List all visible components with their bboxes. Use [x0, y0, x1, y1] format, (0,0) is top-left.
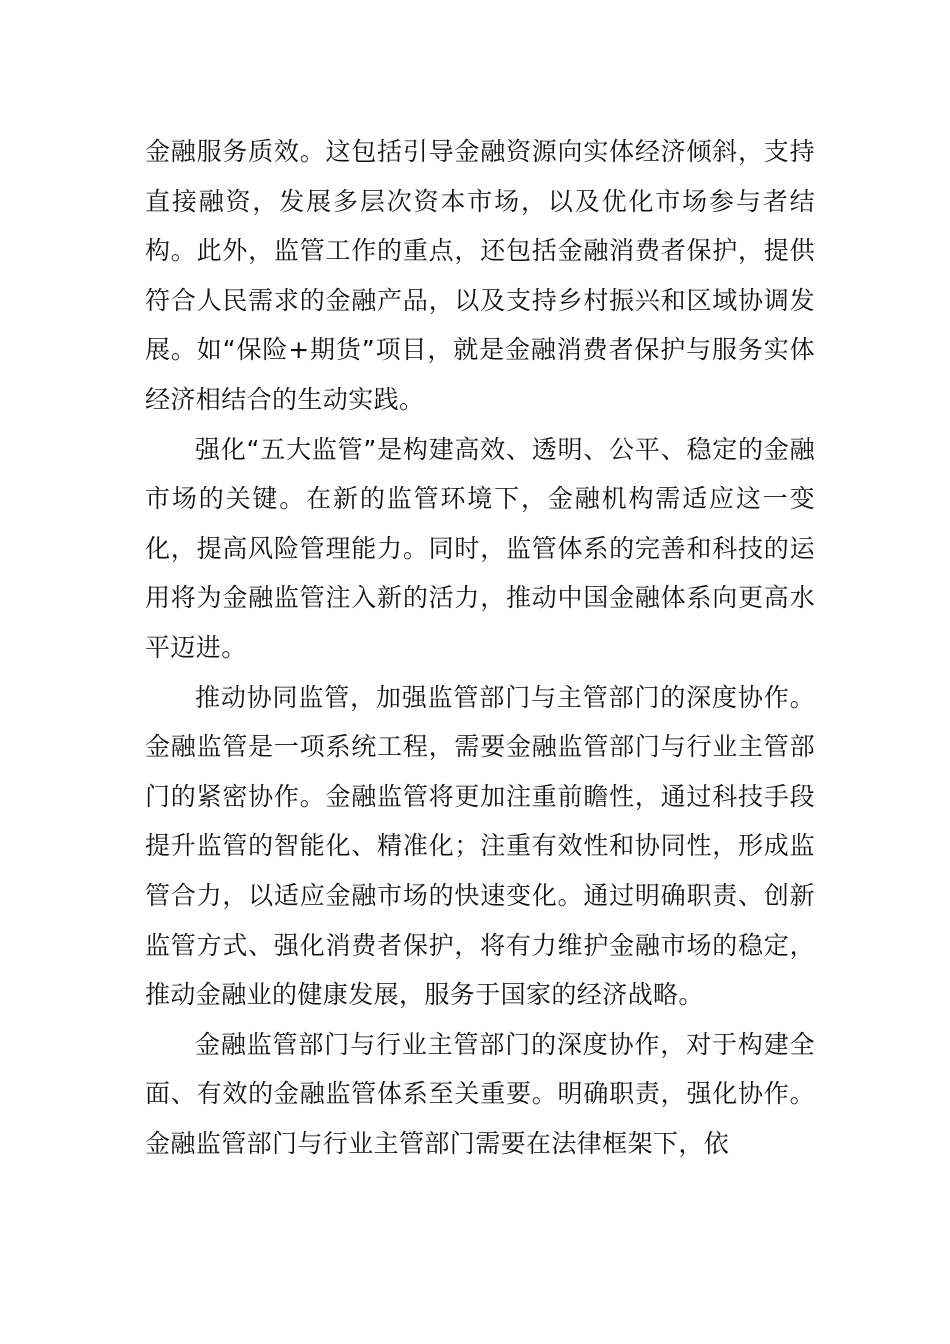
document-body: [145, 127, 815, 1168]
paragraph-4: 金融监管部门与行业主管部门的深度协作，对于构建全面、有效的金融监管体系至关重要。明确职责，强化协作。金融监管部门与行业主管部门需要在法律框架下，依: [145, 1029, 815, 1158]
paragraph-2: 强化“五大监管”是构建高效、透明、公平、稳定的金融市场的关键。在新的监管环境下，金融机构需适应这一变化，提高风险管理能力。同时，监管体系的完善和科技的运用将为金融监管注入新的活力，推动中国金融体系向更高水平迈进。: [145, 434, 815, 662]
paragraph-1: 金融服务质效。这包括引导金融资源向实体经济倾斜，支持直接融资，发展多层次资本市场，以及优化市场参与者结构。此外，监管工作的重点，还包括金融消费者保护，提供符合人民需求的金融产品，以及支持乡村振兴和区域协调发展。如“保险+期货”项目，就是金融消费者保护与服务实体经济相结合的生动实践。: [145, 137, 815, 414]
paragraph-3: 推动协同监管，加强监管部门与主管部门的深度协作。金融监管是一项系统工程，需要金融监管部门与行业主管部门的紧密协作。金融监管将更加注重前瞻性，通过科技手段提升监管的智能化、精准化；注重有效性和协同性，形成监管合力，以适应金融市场的快速变化。通过明确职责、创新监管方式、强化消费者保护，将有力维护金融市场的稳定，推动金融业的健康发展，服务于国家的经济战略。: [145, 682, 815, 1010]
